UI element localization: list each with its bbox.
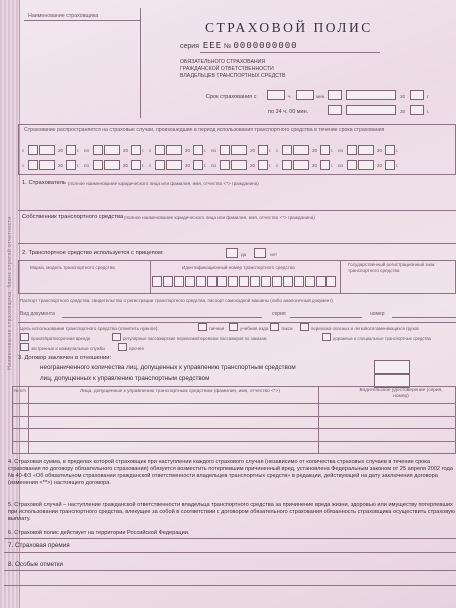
passport-label: Паспорт транспортного средства, свидетельство о регистрации транспортного средства, паспорт самоходной машины (либо аналогичный документ) <box>20 298 333 303</box>
purpose-taxi-label: такси <box>281 326 293 331</box>
policy-number: 0000000000 <box>233 41 298 51</box>
usage-period-label: Страхование распространяется на страховые случаи, произошедшие в период использования транспортного средства в течение срока страхования <box>24 127 385 133</box>
vin-digit-box[interactable] <box>283 276 293 287</box>
usage-year-suffix: г. <box>269 148 272 153</box>
usage-from-label: с <box>149 163 152 168</box>
subtitle-line-2: ГРАЖДАНСКОЙ ОТВЕТСТВЕННОСТИ <box>180 66 274 72</box>
driver-row <box>12 416 456 417</box>
vehicle-col-divider-1 <box>150 260 151 294</box>
usage-from-label: с <box>22 148 25 153</box>
premium-underline <box>4 552 456 553</box>
special-marks-line-2 <box>4 585 456 586</box>
usage-year-box[interactable] <box>320 160 330 170</box>
usage-year-prefix: 20 <box>58 148 64 153</box>
section-3-option-unlimited: неограниченного количества лиц, допущенных к управлению транспортным средством <box>40 364 296 371</box>
paragraph-5-insured-event: 5. Страховой случай – наступление гражданской ответственности владельца транспортного средства за причинение вреда жизни, здоровью или имуществу потерпевших при использовании транспортного средства, влекущее за собой в соответствии с договором обязательного страхования обязанность страховщика осуществить страховую выплату. <box>8 502 456 522</box>
left-strip-text: Наименование страховщика, бланк строгой отчетности <box>7 216 13 370</box>
usage-day-box[interactable] <box>155 145 165 155</box>
term-to-year-prefix: 20 <box>400 109 406 114</box>
usage-year-box[interactable] <box>66 145 76 155</box>
term-from-year-suffix: г. <box>427 94 430 99</box>
vin-digit-box[interactable] <box>294 276 304 287</box>
term-from-day-box[interactable] <box>328 90 342 100</box>
drivers-col-number: № п/п <box>14 388 26 393</box>
purpose-rental-checkbox[interactable] <box>20 333 29 341</box>
owner-hint: (полное наименование юридического лица или фамилия, имя, отчество <*> гражданина) <box>124 215 315 220</box>
purpose-special-checkbox[interactable] <box>322 333 331 341</box>
usage-year-box[interactable] <box>320 145 330 155</box>
vin-digit-box[interactable] <box>207 276 217 287</box>
number-sign: № <box>224 43 232 50</box>
term-to-month-box[interactable] <box>346 105 396 115</box>
purpose-personal-label: личная <box>209 326 225 331</box>
series-underline <box>200 52 380 53</box>
usage-day-box[interactable] <box>28 145 38 155</box>
special-marks-underline <box>4 570 456 571</box>
trailer-no-label: нет <box>270 252 278 257</box>
usage-day-box[interactable] <box>347 160 357 170</box>
usage-year-prefix: 20 <box>123 148 129 153</box>
usage-month-box[interactable] <box>231 160 247 170</box>
page-title: СТРАХОВОЙ ПОЛИС <box>205 20 373 35</box>
usage-year-suffix: г. <box>142 148 145 153</box>
usage-year-prefix: 20 <box>123 163 129 168</box>
purpose-emergency-label: экстренные и коммунальные службы <box>31 346 106 351</box>
usage-year-box[interactable] <box>66 160 76 170</box>
usage-year-prefix: 20 <box>185 148 191 153</box>
vehicle-col-vin: Идентификационный номер транспортного средства <box>182 265 295 270</box>
purpose-passenger-label: регулярные пассажирские перевозки/перевозки пассажиров по заказам <box>123 336 267 341</box>
usage-year-prefix: 20 <box>312 148 318 153</box>
term-from-year-box[interactable] <box>410 90 424 100</box>
usage-year-prefix: 20 <box>250 163 256 168</box>
drivers-col-divider-2 <box>318 386 319 454</box>
paragraph-6-territory: 6. Страховой полис действует на территории Российской Федерации. <box>8 530 190 536</box>
insurer-name-underline <box>24 20 140 21</box>
vehicle-col-make: Марка, модель транспортного средства <box>30 265 115 270</box>
doc-number-underline <box>392 317 456 318</box>
doc-series-label: серия <box>272 311 286 317</box>
purpose-other-label: прочее <box>129 346 144 351</box>
vin-digit-box[interactable] <box>239 276 249 287</box>
vin-digit-box[interactable] <box>305 276 315 287</box>
vin-digit-box[interactable] <box>272 276 282 287</box>
usage-period-row-1 <box>22 145 456 157</box>
vin-box-row <box>152 276 338 288</box>
usage-month-box[interactable] <box>358 160 374 170</box>
vehicle-col-plate: Государственный регистрационный знак транспортного средства <box>348 262 435 273</box>
usage-year-prefix: 20 <box>250 148 256 153</box>
vin-digit-box[interactable] <box>261 276 271 287</box>
purpose-hazardous-checkbox[interactable] <box>300 323 309 331</box>
usage-period-row-2 <box>22 160 456 172</box>
purpose-training-label: учебная езда <box>240 326 269 331</box>
purpose-training-checkbox[interactable] <box>229 323 238 331</box>
usage-month-box[interactable] <box>39 145 55 155</box>
purpose-rental-label: прокат/краткосрочная аренда <box>31 336 91 341</box>
usage-month-box[interactable] <box>166 145 182 155</box>
vin-digit-box[interactable] <box>326 276 336 287</box>
vin-digit-box[interactable] <box>196 276 206 287</box>
usage-year-box[interactable] <box>385 160 395 170</box>
section-3-option-listed: лиц, допущенных к управлению транспортным средством <box>40 375 210 382</box>
term-minutes-unit: мин. <box>316 94 326 99</box>
purpose-passenger-checkbox[interactable] <box>112 333 121 341</box>
usage-year-box[interactable] <box>193 160 203 170</box>
usage-to-label: по <box>338 163 344 168</box>
term-hours-unit: ч. <box>288 94 292 99</box>
subtitle-line-1: ОБЯЗАТЕЛЬНОГО СТРАХОВАНИЯ <box>180 59 266 65</box>
usage-month-box[interactable] <box>166 160 182 170</box>
usage-year-suffix: г. <box>396 163 399 168</box>
vin-digit-box[interactable] <box>163 276 173 287</box>
usage-year-box[interactable] <box>258 160 268 170</box>
usage-year-suffix: г. <box>269 163 272 168</box>
usage-year-prefix: 20 <box>312 163 318 168</box>
section-3-label: 3. Договор заключен в отношении: <box>18 355 112 361</box>
driver-row <box>12 403 456 404</box>
usage-from-label: с <box>276 148 279 153</box>
driver-row <box>12 428 456 429</box>
purpose-label: Цель использования транспортного средства (отметить нужное): <box>20 326 159 331</box>
vin-digit-box[interactable] <box>174 276 184 287</box>
usage-month-box[interactable] <box>231 145 247 155</box>
usage-to-label: по <box>211 148 217 153</box>
usage-from-label: с <box>276 163 279 168</box>
usage-from-label: с <box>22 163 25 168</box>
purpose-taxi-checkbox[interactable] <box>270 323 279 331</box>
trailer-yes-checkbox[interactable] <box>226 248 238 258</box>
usage-day-box[interactable] <box>282 145 292 155</box>
series-line <box>180 41 298 51</box>
term-to-label: по 24 ч. 00 мин. <box>268 109 309 115</box>
usage-from-label: с <box>149 148 152 153</box>
purpose-hazardous-label: перевозка опасных и легковоспламеняющихся грузов <box>311 326 419 331</box>
doc-type-label: Вид документа <box>20 311 55 317</box>
usage-day-box[interactable] <box>93 145 103 155</box>
usage-year-suffix: г. <box>331 148 334 153</box>
usage-year-suffix: г. <box>204 163 207 168</box>
owner-underline <box>18 243 456 244</box>
header-divider <box>140 8 141 118</box>
trailer-no-checkbox[interactable] <box>254 248 266 258</box>
usage-to-label: по <box>84 163 90 168</box>
section-1-underline <box>18 210 456 211</box>
vin-digit-box[interactable] <box>228 276 238 287</box>
usage-day-box[interactable] <box>220 145 230 155</box>
premium-top-line <box>4 538 456 539</box>
term-from-month-box[interactable] <box>346 90 396 100</box>
trailer-yes-label: да <box>241 252 247 257</box>
usage-day-box[interactable] <box>282 160 292 170</box>
usage-to-label: по <box>84 148 90 153</box>
insurer-name-label: Наименование страховщика <box>28 13 99 19</box>
usage-year-suffix: г. <box>396 148 399 153</box>
series-label: серия <box>180 43 199 50</box>
usage-day-box[interactable] <box>220 160 230 170</box>
usage-year-box[interactable] <box>385 145 395 155</box>
usage-month-box[interactable] <box>104 145 120 155</box>
owner-label: Собственник транспортного средства <box>22 214 124 220</box>
term-to-year-suffix: г. <box>427 109 430 114</box>
doc-number-label: номер <box>370 311 385 317</box>
purpose-emergency-checkbox[interactable] <box>20 343 29 351</box>
term-label: Срок страхования с <box>206 94 257 100</box>
section-1-hint: (полное наименование юридического лица или фамилия, имя, отчество <*> гражданина) <box>68 181 259 186</box>
usage-year-suffix: г. <box>77 148 80 153</box>
usage-year-box[interactable] <box>131 160 141 170</box>
paragraph-4-insured-sum: 4. Страховая сумма, в пределах которой страховщик при наступлении каждого страхового случая (независимо от количества страховых случаев в течение срока страхования по договору обязательного страхования) обязуется возместить потерпевшим причиненный вред, установлена Федеральным законом от 25 апреля 2002 года № 40-ФЗ «Об обязательном страховании гражданской ответственности владельцев транспортных средств» в редакции, действующей на дату заключения договора (изменения <**>) настоящего договора. <box>8 459 453 486</box>
usage-year-box[interactable] <box>193 145 203 155</box>
usage-day-box[interactable] <box>93 160 103 170</box>
section-2-label: 2. Транспортное средство используется с прицепом: <box>22 250 164 256</box>
usage-month-box[interactable] <box>358 145 374 155</box>
doc-series-underline <box>290 317 362 318</box>
purpose-other-checkbox[interactable] <box>118 343 127 351</box>
term-from-year-prefix: 20 <box>400 94 406 99</box>
usage-year-prefix: 20 <box>377 148 383 153</box>
vin-digit-box[interactable] <box>185 276 195 287</box>
usage-year-prefix: 20 <box>58 163 64 168</box>
usage-to-label: по <box>338 148 344 153</box>
usage-month-box[interactable] <box>293 160 309 170</box>
term-from-minutes-box[interactable] <box>296 90 314 100</box>
vin-digit-box[interactable] <box>217 276 227 287</box>
usage-month-box[interactable] <box>293 145 309 155</box>
usage-year-prefix: 20 <box>377 163 383 168</box>
usage-month-box[interactable] <box>104 160 120 170</box>
usage-day-box[interactable] <box>28 160 38 170</box>
section-8-special-marks: 8. Особые отметки <box>8 561 64 568</box>
usage-year-suffix: г. <box>331 163 334 168</box>
drivers-col-name: Лица, допущенные к управлению транспортным средством (фамилия, имя, отчество <*>) <box>80 389 281 394</box>
usage-year-suffix: г. <box>204 148 207 153</box>
usage-year-suffix: г. <box>77 163 80 168</box>
usage-year-box[interactable] <box>258 145 268 155</box>
unlimited-drivers-checkbox[interactable] <box>374 360 410 374</box>
doc-type-underline <box>62 317 262 318</box>
vin-digit-box[interactable] <box>250 276 260 287</box>
subtitle-line-3: ВЛАДЕЛЬЦЕВ ТРАНСПОРТНЫХ СРЕДСТВ <box>180 73 286 79</box>
usage-year-prefix: 20 <box>185 163 191 168</box>
usage-year-suffix: г. <box>142 163 145 168</box>
usage-to-label: по <box>211 163 217 168</box>
drivers-col-license: Водительское удостоверение (серия, номер) <box>359 388 443 399</box>
vin-digit-box[interactable] <box>152 276 162 287</box>
term-to-year-box[interactable] <box>410 105 424 115</box>
drivers-col-divider-1 <box>28 386 29 454</box>
section-1-label: 1. Страхователь <box>22 180 66 186</box>
purpose-personal-checkbox[interactable] <box>198 323 207 331</box>
term-to-day-box[interactable] <box>328 105 342 115</box>
vehicle-col-divider-2 <box>340 260 341 294</box>
series-value: ЕЕЕ <box>202 41 223 51</box>
usage-day-box[interactable] <box>155 160 165 170</box>
usage-month-box[interactable] <box>39 160 55 170</box>
usage-year-box[interactable] <box>131 145 141 155</box>
purpose-special-label: дорожные и специальные транспортные средства <box>333 336 431 341</box>
driver-row <box>12 441 456 442</box>
usage-day-box[interactable] <box>347 145 357 155</box>
term-from-hours-box[interactable] <box>267 90 285 100</box>
section-7-premium: 7. Страховая премия <box>8 542 70 549</box>
vin-digit-box[interactable] <box>316 276 326 287</box>
